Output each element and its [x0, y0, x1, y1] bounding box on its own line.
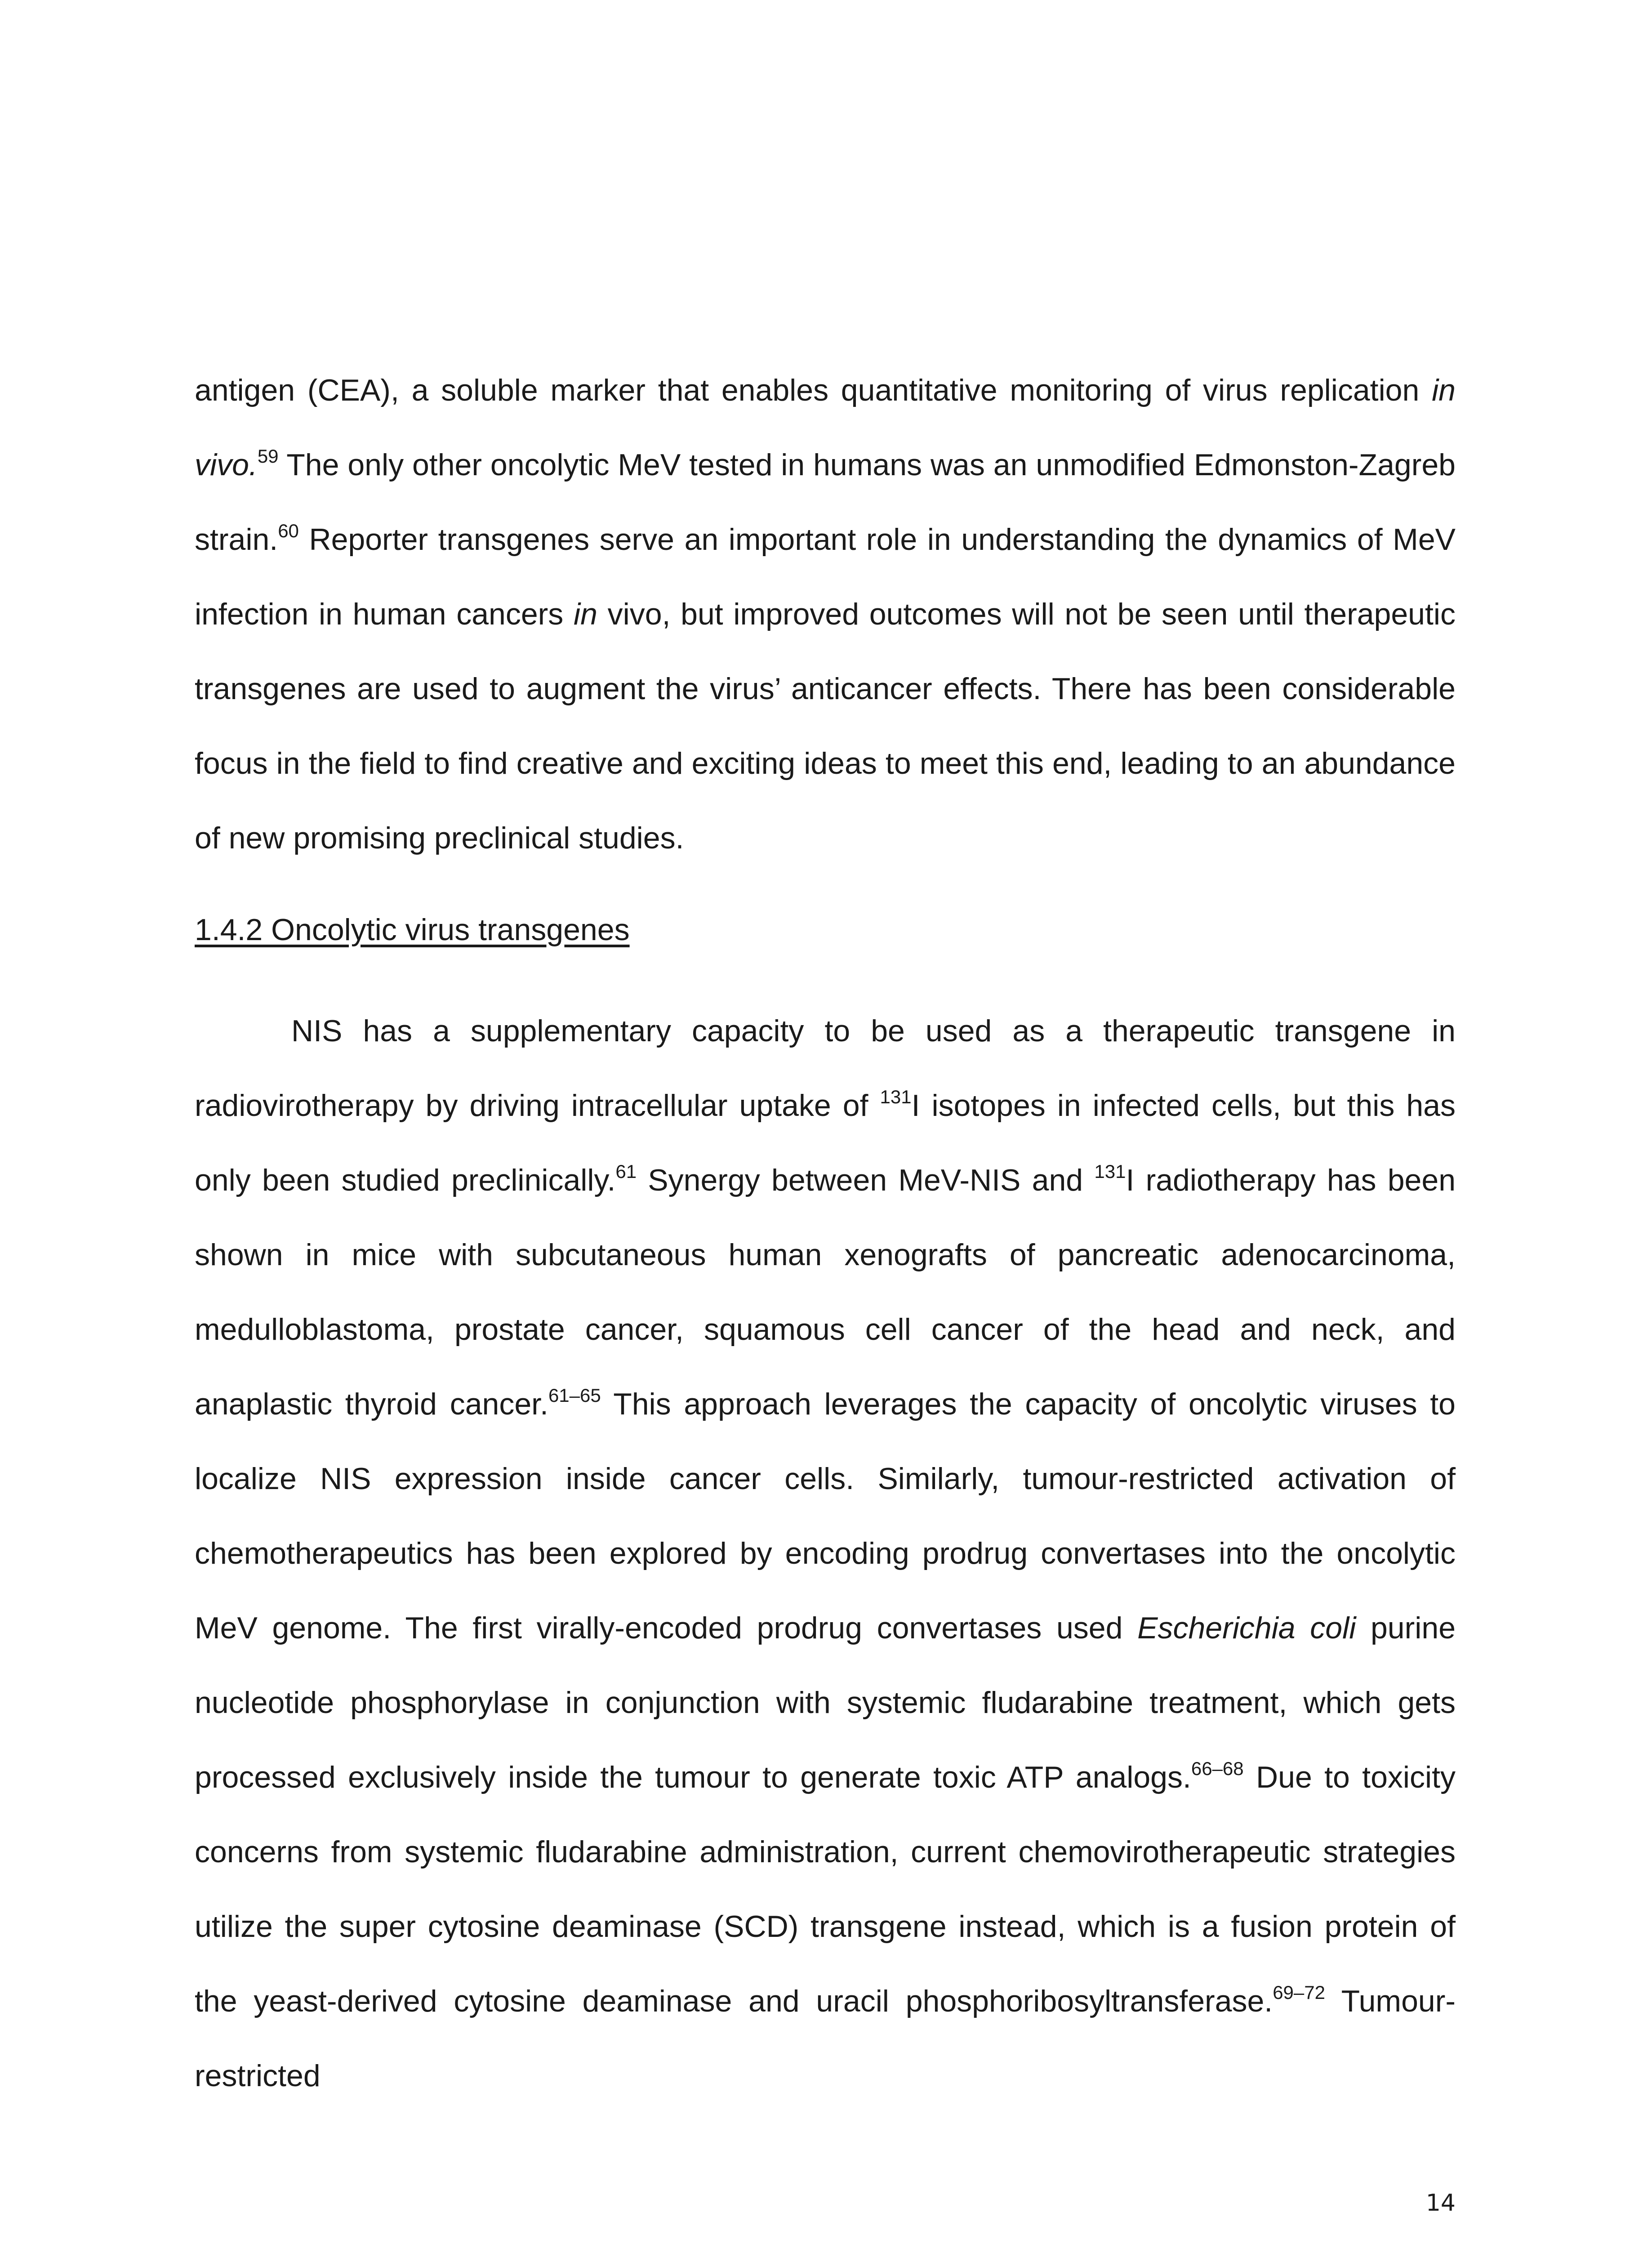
- citation-superscript: 61: [615, 1161, 637, 1182]
- isotope-superscript: 131: [1094, 1161, 1126, 1182]
- text-span: I radiotherapy has been shown in mice with subcutaneous human xenografts of pancreatic adenocarcinoma, medulloblastoma, prostate cancer, squamous cell cancer of the head and neck, and anaplastic thyroid cancer.: [195, 1163, 1456, 1421]
- isotope-superscript: 131: [880, 1086, 912, 1107]
- text-span: Synergy between MeV-NIS and: [637, 1163, 1095, 1197]
- text-span: This approach leverages the capacity of oncolytic viruses to localize NIS expression inside cancer cells. Similarly, tumour-restricted activation of chemotherapeutics has been explored by encoding prodrug convertases into the oncolytic MeV genome. The first virally-encoded prodrug convertases used: [195, 1387, 1456, 1645]
- citation-superscript: 66–68: [1191, 1758, 1244, 1779]
- text-span: Due to toxicity concerns from systemic fludarabine administration, current chemovirotherapeutic strategies utilize the super cytosine deaminase (SCD) transgene instead, which is a fusion protein of the yeast-derived cytosine deaminase and uracil phosphoribosyltransferase.: [195, 1760, 1456, 2018]
- italic-text: in: [574, 597, 597, 631]
- citation-superscript: 61–65: [548, 1385, 601, 1406]
- section-heading: 1.4.2 Oncolytic virus transgenes: [195, 913, 630, 947]
- text-span: antigen (CEA), a soluble marker that enables quantitative monitoring of virus replication: [195, 373, 1432, 407]
- page-number: 14: [1425, 2190, 1456, 2217]
- text-span: I isotopes in infected cells, but this has only been studied preclinically.: [195, 1088, 1456, 1197]
- citation-superscript: 59: [257, 446, 279, 467]
- text-span: NIS has a supplementary capacity to be used as a therapeutic transgene in radiovirotherapy by driving intracellular uptake of: [195, 1014, 1456, 1123]
- citation-superscript: 60: [278, 520, 299, 541]
- body-paragraph-2: [195, 994, 1456, 2113]
- text-span: Tumour-restricted: [195, 1984, 1456, 2093]
- italic-text: Escherichia coli: [1137, 1611, 1356, 1645]
- text-span: purine nucleotide phosphorylase in conjunction with systemic fludarabine treatment, which gets processed exclusively inside the tumour to generate toxic ATP analogs.: [195, 1611, 1456, 1794]
- text-span: vivo, but improved outcomes will not be seen until therapeutic transgenes are used to augment the virus’ anticancer effects. There has been considerable focus in the field to find creative and exciting ideas to meet this end, leading to an abundance of new promising preclinical studies.: [195, 597, 1456, 855]
- citation-superscript: 69–72: [1273, 1982, 1325, 2003]
- text-span: The only other oncolytic MeV tested in humans was an unmodified Edmonston-Zagreb strain.: [195, 448, 1456, 557]
- body-paragraph-1: [195, 353, 1456, 875]
- italic-text: in vivo.: [195, 373, 1456, 482]
- text-span: Reporter transgenes serve an important role in understanding the dynamics of MeV infection in human cancers: [195, 522, 1456, 631]
